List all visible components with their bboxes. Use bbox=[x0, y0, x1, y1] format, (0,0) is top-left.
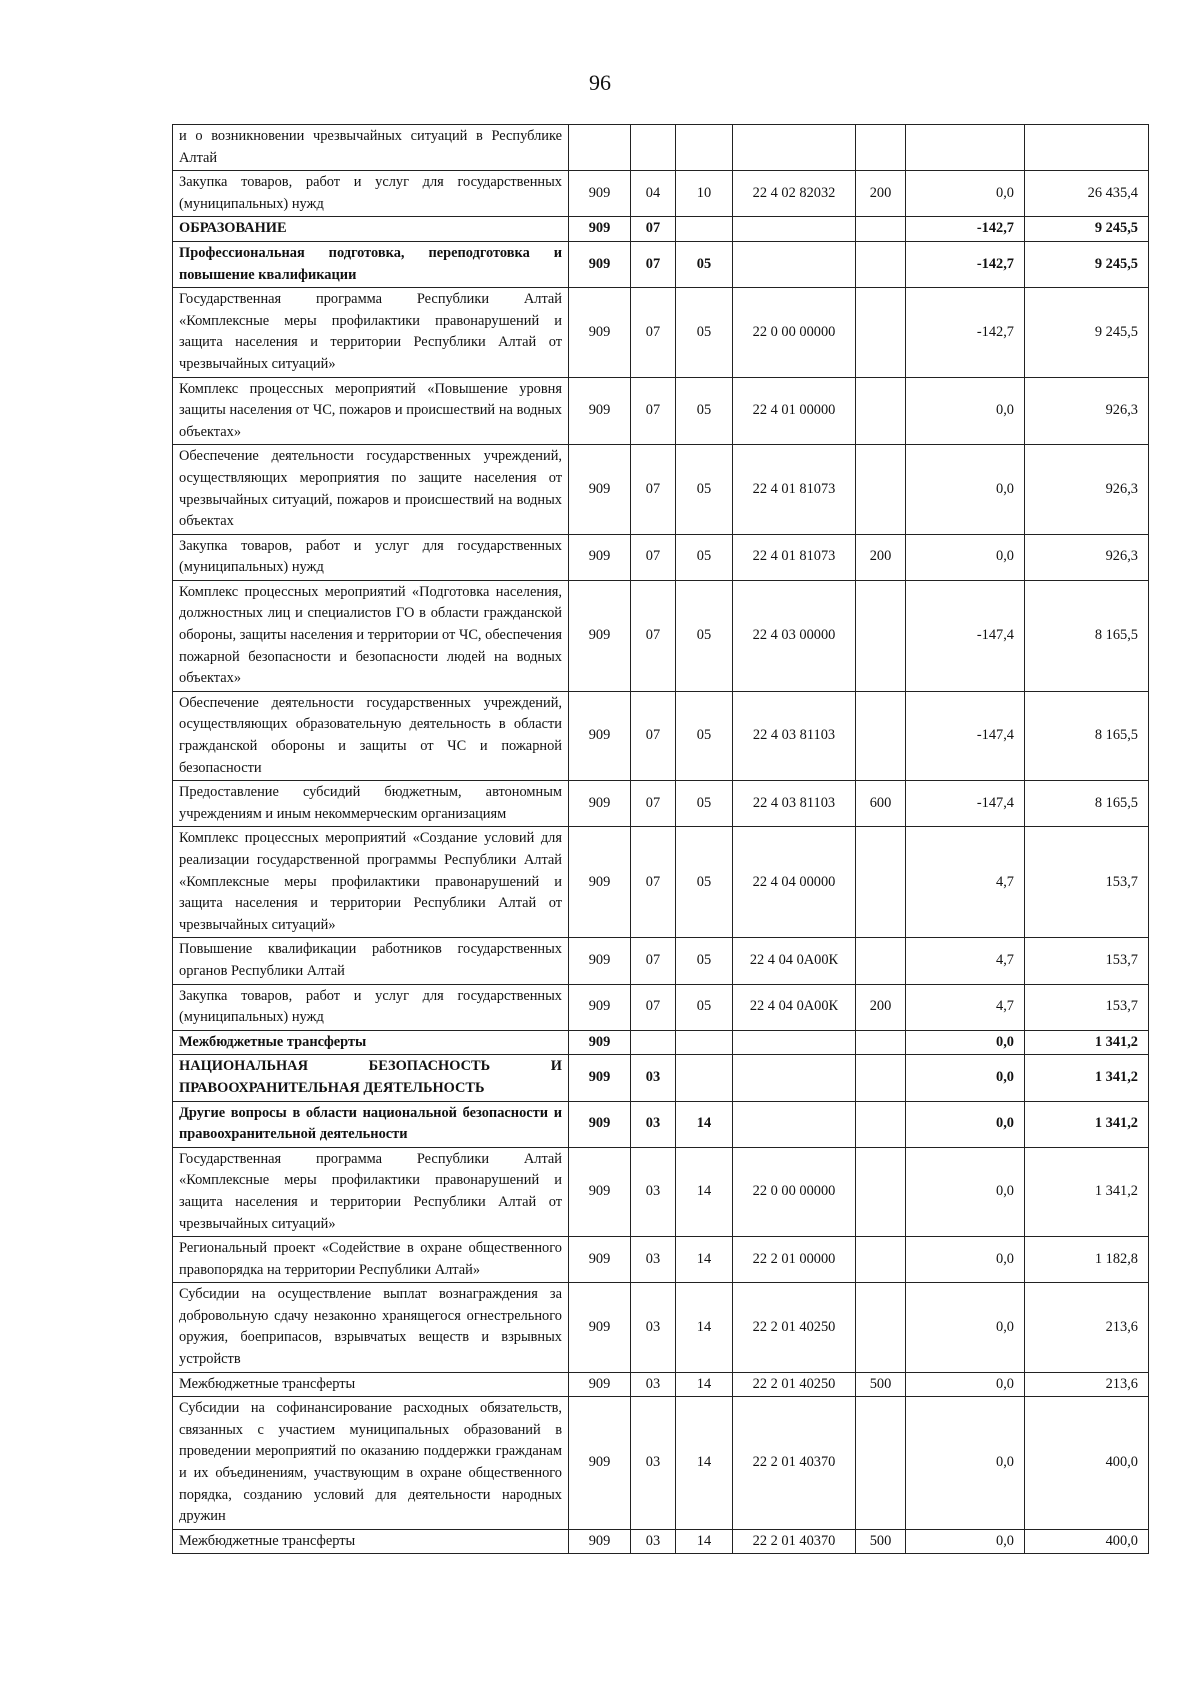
table-row bbox=[173, 1237, 1149, 1283]
cell-amount-change: 0,0 bbox=[906, 1529, 1025, 1554]
cell-amount-change: 4,7 bbox=[906, 827, 1025, 938]
cell-name: ОБРАЗОВАНИЕ bbox=[173, 217, 569, 242]
cell-gr: 909 bbox=[569, 827, 631, 938]
cell-amount-total: 9 245,5 bbox=[1025, 217, 1149, 242]
cell-amount-change: 0,0 bbox=[906, 377, 1025, 445]
cell-rz: 03 bbox=[631, 1529, 676, 1554]
cell-amount-change: -147,4 bbox=[906, 580, 1025, 691]
cell-csr: 22 0 00 00000 bbox=[733, 1147, 856, 1236]
cell-rz: 07 bbox=[631, 827, 676, 938]
cell-amount-total: 153,7 bbox=[1025, 827, 1149, 938]
cell-vr bbox=[856, 217, 906, 242]
cell-pr: 05 bbox=[676, 781, 733, 827]
cell-vr bbox=[856, 827, 906, 938]
cell-name: Профессиональная подготовка, переподготовка и повышение квалификации bbox=[173, 241, 569, 287]
cell-vr: 200 bbox=[856, 984, 906, 1030]
cell-amount-total: 9 245,5 bbox=[1025, 241, 1149, 287]
cell-gr: 909 bbox=[569, 241, 631, 287]
cell-vr bbox=[856, 1147, 906, 1236]
cell-gr: 909 bbox=[569, 691, 631, 780]
table-row bbox=[173, 1372, 1149, 1397]
cell-csr: 22 4 04 0А00К bbox=[733, 938, 856, 984]
cell-gr: 909 bbox=[569, 288, 631, 377]
cell-rz: 03 bbox=[631, 1101, 676, 1147]
cell-amount-total: 153,7 bbox=[1025, 938, 1149, 984]
cell-rz: 07 bbox=[631, 241, 676, 287]
cell-vr bbox=[856, 938, 906, 984]
table-row bbox=[173, 938, 1149, 984]
cell-gr: 909 bbox=[569, 1397, 631, 1530]
cell-vr bbox=[856, 288, 906, 377]
cell-name: Закупка товаров, работ и услуг для государственных (муниципальных) нужд bbox=[173, 984, 569, 1030]
cell-name: Межбюджетные трансферты bbox=[173, 1529, 569, 1554]
cell-amount-change: -147,4 bbox=[906, 781, 1025, 827]
cell-rz: 03 bbox=[631, 1147, 676, 1236]
cell-name: Закупка товаров, работ и услуг для государственных (муниципальных) нужд bbox=[173, 534, 569, 580]
cell-amount-total: 8 165,5 bbox=[1025, 691, 1149, 780]
cell-amount-change: 0,0 bbox=[906, 1055, 1025, 1101]
cell-name: Государственная программа Республики Алтай «Комплексные меры профилактики правонарушений и защита населения и территории Республики Алтай от чрезвычайных ситуаций» bbox=[173, 288, 569, 377]
cell-rz: 03 bbox=[631, 1283, 676, 1372]
cell-amount-change: 0,0 bbox=[906, 1147, 1025, 1236]
table-row bbox=[173, 1030, 1149, 1055]
cell-gr: 909 bbox=[569, 580, 631, 691]
table-row bbox=[173, 534, 1149, 580]
table-row bbox=[173, 1147, 1149, 1236]
cell-gr: 909 bbox=[569, 938, 631, 984]
table-row bbox=[173, 288, 1149, 377]
cell-pr: 14 bbox=[676, 1147, 733, 1236]
cell-vr bbox=[856, 1101, 906, 1147]
cell-gr: 909 bbox=[569, 1529, 631, 1554]
cell-pr: 05 bbox=[676, 984, 733, 1030]
cell-vr bbox=[856, 580, 906, 691]
cell-pr: 14 bbox=[676, 1372, 733, 1397]
cell-name: Комплекс процессных мероприятий «Повышение уровня защиты населения от ЧС, пожаров и происшествий на водных объектах» bbox=[173, 377, 569, 445]
cell-amount-change: 0,0 bbox=[906, 171, 1025, 217]
cell-gr: 909 bbox=[569, 1030, 631, 1055]
cell-vr: 200 bbox=[856, 534, 906, 580]
cell-vr: 500 bbox=[856, 1372, 906, 1397]
cell-gr: 909 bbox=[569, 781, 631, 827]
cell-amount-change: -147,4 bbox=[906, 691, 1025, 780]
cell-gr: 909 bbox=[569, 377, 631, 445]
cell-pr bbox=[676, 1055, 733, 1101]
cell-csr bbox=[733, 125, 856, 171]
cell-csr: 22 2 01 40370 bbox=[733, 1397, 856, 1530]
table-row bbox=[173, 445, 1149, 534]
cell-csr bbox=[733, 1055, 856, 1101]
cell-rz: 03 bbox=[631, 1397, 676, 1530]
cell-rz: 07 bbox=[631, 580, 676, 691]
table-row bbox=[173, 377, 1149, 445]
cell-pr: 14 bbox=[676, 1283, 733, 1372]
cell-vr bbox=[856, 377, 906, 445]
cell-name: Обеспечение деятельности государственных учреждений, осуществляющих образовательную деятельность в области гражданской обороны и защиты от ЧС и пожарной безопасности bbox=[173, 691, 569, 780]
cell-csr: 22 2 01 40250 bbox=[733, 1372, 856, 1397]
cell-name: и о возникновении чрезвычайных ситуаций в Республике Алтай bbox=[173, 125, 569, 171]
cell-amount-change: 4,7 bbox=[906, 938, 1025, 984]
cell-name: Субсидии на софинансирование расходных обязательств, связанных с участием муниципальных образований в проведении мероприятий по оказанию поддержки гражданам и их объединениям, участвующим в охране общественного порядка, созданию условий для деятельности народных дружин bbox=[173, 1397, 569, 1530]
cell-rz: 07 bbox=[631, 288, 676, 377]
cell-amount-total: 400,0 bbox=[1025, 1397, 1149, 1530]
table-row bbox=[173, 1397, 1149, 1530]
cell-name: Государственная программа Республики Алтай «Комплексные меры профилактики правонарушений и защита населения и территории Республики Алтай от чрезвычайных ситуаций» bbox=[173, 1147, 569, 1236]
cell-rz: 07 bbox=[631, 534, 676, 580]
budget-table bbox=[172, 124, 1149, 1554]
cell-vr bbox=[856, 125, 906, 171]
cell-vr bbox=[856, 1283, 906, 1372]
cell-amount-change: 4,7 bbox=[906, 984, 1025, 1030]
cell-name: Повышение квалификации работников государственных органов Республики Алтай bbox=[173, 938, 569, 984]
cell-vr bbox=[856, 691, 906, 780]
cell-amount-change: 0,0 bbox=[906, 1397, 1025, 1530]
table-row bbox=[173, 241, 1149, 287]
cell-vr bbox=[856, 1030, 906, 1055]
cell-rz: 03 bbox=[631, 1372, 676, 1397]
cell-name: Предоставление субсидий бюджетным, автономным учреждениям и иным некоммерческим организациям bbox=[173, 781, 569, 827]
cell-amount-total: 213,6 bbox=[1025, 1372, 1149, 1397]
cell-name: Комплекс процессных мероприятий «Создание условий для реализации государственной программы Республики Алтай «Комплексные меры профилактики правонарушений и защита населения и территории Республики Алтай от чрезвычайных ситуаций» bbox=[173, 827, 569, 938]
cell-vr: 500 bbox=[856, 1529, 906, 1554]
cell-amount-change: -142,7 bbox=[906, 217, 1025, 242]
cell-amount-change: 0,0 bbox=[906, 1283, 1025, 1372]
cell-csr: 22 0 00 00000 bbox=[733, 288, 856, 377]
cell-amount-total: 26 435,4 bbox=[1025, 171, 1149, 217]
cell-gr: 909 bbox=[569, 171, 631, 217]
page-number: 96 bbox=[589, 70, 611, 95]
cell-vr: 200 bbox=[856, 171, 906, 217]
cell-csr: 22 2 01 40250 bbox=[733, 1283, 856, 1372]
cell-pr: 05 bbox=[676, 691, 733, 780]
cell-pr: 05 bbox=[676, 288, 733, 377]
cell-csr: 22 4 03 00000 bbox=[733, 580, 856, 691]
table-row bbox=[173, 125, 1149, 171]
cell-pr: 05 bbox=[676, 938, 733, 984]
cell-pr: 14 bbox=[676, 1397, 733, 1530]
cell-amount-total: 8 165,5 bbox=[1025, 580, 1149, 691]
cell-rz: 07 bbox=[631, 938, 676, 984]
cell-name: НАЦИОНАЛЬНАЯ БЕЗОПАСНОСТЬ И ПРАВООХРАНИТЕЛЬНАЯ ДЕЯТЕЛЬНОСТЬ bbox=[173, 1055, 569, 1101]
cell-gr: 909 bbox=[569, 1372, 631, 1397]
cell-amount-total: 8 165,5 bbox=[1025, 781, 1149, 827]
cell-amount-total: 1 341,2 bbox=[1025, 1030, 1149, 1055]
table-row bbox=[173, 1101, 1149, 1147]
cell-csr: 22 4 03 81103 bbox=[733, 691, 856, 780]
cell-vr bbox=[856, 1237, 906, 1283]
cell-rz: 07 bbox=[631, 984, 676, 1030]
cell-rz: 07 bbox=[631, 781, 676, 827]
cell-csr bbox=[733, 1030, 856, 1055]
cell-gr: 909 bbox=[569, 1283, 631, 1372]
cell-amount-total bbox=[1025, 125, 1149, 171]
table-row bbox=[173, 1283, 1149, 1372]
cell-amount-change: 0,0 bbox=[906, 1237, 1025, 1283]
cell-pr: 05 bbox=[676, 445, 733, 534]
table-row bbox=[173, 781, 1149, 827]
cell-amount-change: -142,7 bbox=[906, 288, 1025, 377]
table-row bbox=[173, 171, 1149, 217]
cell-rz: 07 bbox=[631, 377, 676, 445]
cell-vr: 600 bbox=[856, 781, 906, 827]
cell-rz bbox=[631, 1030, 676, 1055]
cell-amount-total: 9 245,5 bbox=[1025, 288, 1149, 377]
cell-pr: 05 bbox=[676, 534, 733, 580]
cell-amount-total: 153,7 bbox=[1025, 984, 1149, 1030]
cell-rz bbox=[631, 125, 676, 171]
cell-rz: 04 bbox=[631, 171, 676, 217]
cell-gr bbox=[569, 125, 631, 171]
cell-amount-total: 926,3 bbox=[1025, 445, 1149, 534]
cell-pr: 14 bbox=[676, 1529, 733, 1554]
cell-vr bbox=[856, 445, 906, 534]
cell-rz: 07 bbox=[631, 217, 676, 242]
cell-rz: 03 bbox=[631, 1237, 676, 1283]
cell-amount-total: 1 341,2 bbox=[1025, 1101, 1149, 1147]
cell-csr: 22 2 01 00000 bbox=[733, 1237, 856, 1283]
cell-amount-change: 0,0 bbox=[906, 1101, 1025, 1147]
cell-pr: 05 bbox=[676, 241, 733, 287]
table-row bbox=[173, 827, 1149, 938]
cell-name: Межбюджетные трансферты bbox=[173, 1030, 569, 1055]
cell-rz: 03 bbox=[631, 1055, 676, 1101]
table-row bbox=[173, 984, 1149, 1030]
table-row bbox=[173, 691, 1149, 780]
cell-pr: 14 bbox=[676, 1101, 733, 1147]
cell-pr bbox=[676, 1030, 733, 1055]
cell-vr bbox=[856, 241, 906, 287]
cell-name: Межбюджетные трансферты bbox=[173, 1372, 569, 1397]
cell-csr: 22 4 01 00000 bbox=[733, 377, 856, 445]
cell-amount-total: 1 341,2 bbox=[1025, 1147, 1149, 1236]
cell-csr: 22 4 01 81073 bbox=[733, 445, 856, 534]
cell-amount-total: 213,6 bbox=[1025, 1283, 1149, 1372]
cell-name: Обеспечение деятельности государственных учреждений, осуществляющих мероприятия по защите населения от чрезвычайных ситуаций, пожаров и происшествий на водных объектах bbox=[173, 445, 569, 534]
cell-csr: 22 4 04 0А00К bbox=[733, 984, 856, 1030]
cell-amount-change: 0,0 bbox=[906, 1030, 1025, 1055]
cell-rz: 07 bbox=[631, 691, 676, 780]
cell-csr bbox=[733, 217, 856, 242]
cell-pr: 05 bbox=[676, 377, 733, 445]
cell-pr bbox=[676, 125, 733, 171]
cell-amount-total: 400,0 bbox=[1025, 1529, 1149, 1554]
cell-pr: 05 bbox=[676, 827, 733, 938]
cell-gr: 909 bbox=[569, 1147, 631, 1236]
cell-gr: 909 bbox=[569, 217, 631, 242]
cell-name: Субсидии на осуществление выплат вознаграждения за добровольную сдачу незаконно хранящегося огнестрельного оружия, боеприпасов, взрывчатых веществ и взрывных устройств bbox=[173, 1283, 569, 1372]
cell-name: Закупка товаров, работ и услуг для государственных (муниципальных) нужд bbox=[173, 171, 569, 217]
cell-gr: 909 bbox=[569, 1237, 631, 1283]
cell-amount-change: -142,7 bbox=[906, 241, 1025, 287]
cell-csr: 22 4 03 81103 bbox=[733, 781, 856, 827]
cell-amount-change: 0,0 bbox=[906, 445, 1025, 534]
table-row bbox=[173, 217, 1149, 242]
cell-name: Комплекс процессных мероприятий «Подготовка населения, должностных лиц и специалистов ГО в области гражданской обороны, защиты населения и территории от ЧС, обеспечения пожарной безопасности и безопасности людей на водных объектах» bbox=[173, 580, 569, 691]
cell-gr: 909 bbox=[569, 445, 631, 534]
cell-pr bbox=[676, 217, 733, 242]
cell-csr: 22 2 01 40370 bbox=[733, 1529, 856, 1554]
cell-rz: 07 bbox=[631, 445, 676, 534]
cell-csr bbox=[733, 1101, 856, 1147]
cell-amount-total: 1 341,2 bbox=[1025, 1055, 1149, 1101]
cell-gr: 909 bbox=[569, 534, 631, 580]
cell-amount-change: 0,0 bbox=[906, 534, 1025, 580]
cell-csr: 22 4 02 82032 bbox=[733, 171, 856, 217]
cell-vr bbox=[856, 1397, 906, 1530]
cell-pr: 14 bbox=[676, 1237, 733, 1283]
cell-amount-total: 1 182,8 bbox=[1025, 1237, 1149, 1283]
table-row bbox=[173, 580, 1149, 691]
cell-csr bbox=[733, 241, 856, 287]
cell-name: Региональный проект «Содействие в охране общественного правопорядка на территории Республики Алтай» bbox=[173, 1237, 569, 1283]
cell-gr: 909 bbox=[569, 1055, 631, 1101]
cell-gr: 909 bbox=[569, 984, 631, 1030]
cell-name: Другие вопросы в области национальной безопасности и правоохранительной деятельности bbox=[173, 1101, 569, 1147]
table-row bbox=[173, 1529, 1149, 1554]
budget-table-body bbox=[173, 125, 1149, 1554]
cell-vr bbox=[856, 1055, 906, 1101]
cell-gr: 909 bbox=[569, 1101, 631, 1147]
cell-amount-total: 926,3 bbox=[1025, 534, 1149, 580]
cell-amount-total: 926,3 bbox=[1025, 377, 1149, 445]
cell-amount-change bbox=[906, 125, 1025, 171]
cell-csr: 22 4 04 00000 bbox=[733, 827, 856, 938]
table-row bbox=[173, 1055, 1149, 1101]
cell-pr: 05 bbox=[676, 580, 733, 691]
cell-csr: 22 4 01 81073 bbox=[733, 534, 856, 580]
cell-pr: 10 bbox=[676, 171, 733, 217]
cell-amount-change: 0,0 bbox=[906, 1372, 1025, 1397]
